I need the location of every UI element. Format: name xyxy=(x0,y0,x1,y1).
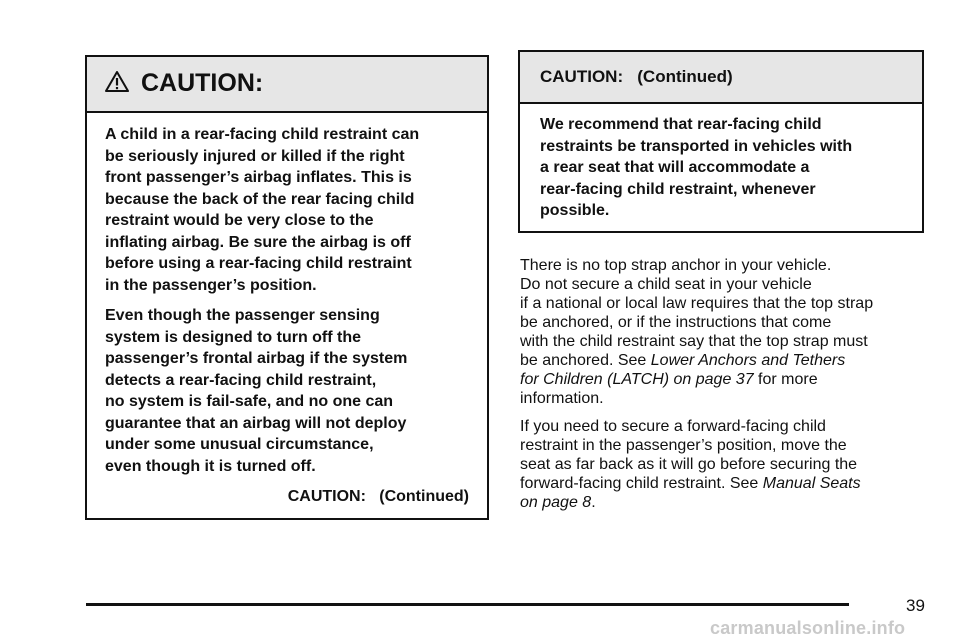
body-text-segment: There is no top strap anchor in your vehicle. Do not secure a child seat in your vehicle if a national or local law requires that the top strap be anchored, or if the instructions that come with the child restraint say that the top strap must be anchored. See xyxy=(520,257,874,369)
body-text-segment: . xyxy=(591,494,596,511)
caution-header xyxy=(520,52,922,104)
caution-paragraph xyxy=(105,124,469,296)
body-text xyxy=(520,256,930,521)
warning-triangle-icon xyxy=(105,70,129,94)
caution-body xyxy=(520,114,922,222)
footer-rule xyxy=(86,603,849,606)
caution-continued-title: CAUTION: (Continued) xyxy=(540,67,733,86)
caution-continued-label: CAUTION: (Continued) xyxy=(287,488,469,505)
page-reference-latch-link[interactable]: Lower Anchors and Tethers for Children (LATCH) on page 37 xyxy=(520,352,846,388)
page-number: 39 xyxy=(906,596,925,615)
body-paragraph-forward-facing xyxy=(520,417,930,512)
caution-paragraph-1: A child in a rear-facing child restraint can be seriously injured or killed if the right front passenger’s airbag inflates. This is because the back of the rear facing child restraint would be very close to the inflating airbag. Be sure the airbag is off before using a rear-facing child restraint in the passenger’s position. xyxy=(105,126,420,294)
body-text-segment: If you need to secure a forward-facing child restraint in the passenger’s position, move the seat as far back as it will go before securing the forward-facing child restraint. See xyxy=(520,418,858,492)
caution-paragraph xyxy=(105,305,469,477)
caution-title: CAUTION: xyxy=(141,69,264,97)
caution-body xyxy=(87,124,487,508)
body-paragraph-top-strap xyxy=(520,256,930,408)
page-reference-manual-seats-link[interactable]: Manual Seats on page 8 xyxy=(520,475,861,511)
caution-paragraph-2: Even though the passenger sensing system is designed to turn off the passenger’s frontal airbag if the system detects a rear-facing child restraint, no system is fail-safe, and no one can guarantee that an airbag will not deploy under some unusual circumstance, even though it is turned off. xyxy=(105,307,408,475)
watermark: carmanualsonline.info xyxy=(710,618,906,638)
body-text-segment: for more information. xyxy=(520,371,818,407)
caution-box-right xyxy=(518,50,924,233)
caution-box-left xyxy=(85,55,489,520)
caution-paragraph: We recommend that rear-facing child restraints be transported in vehicles with a rear seat that will accommodate a rear-facing child restraint, whenever possible. xyxy=(540,116,853,219)
caution-header xyxy=(87,57,487,113)
